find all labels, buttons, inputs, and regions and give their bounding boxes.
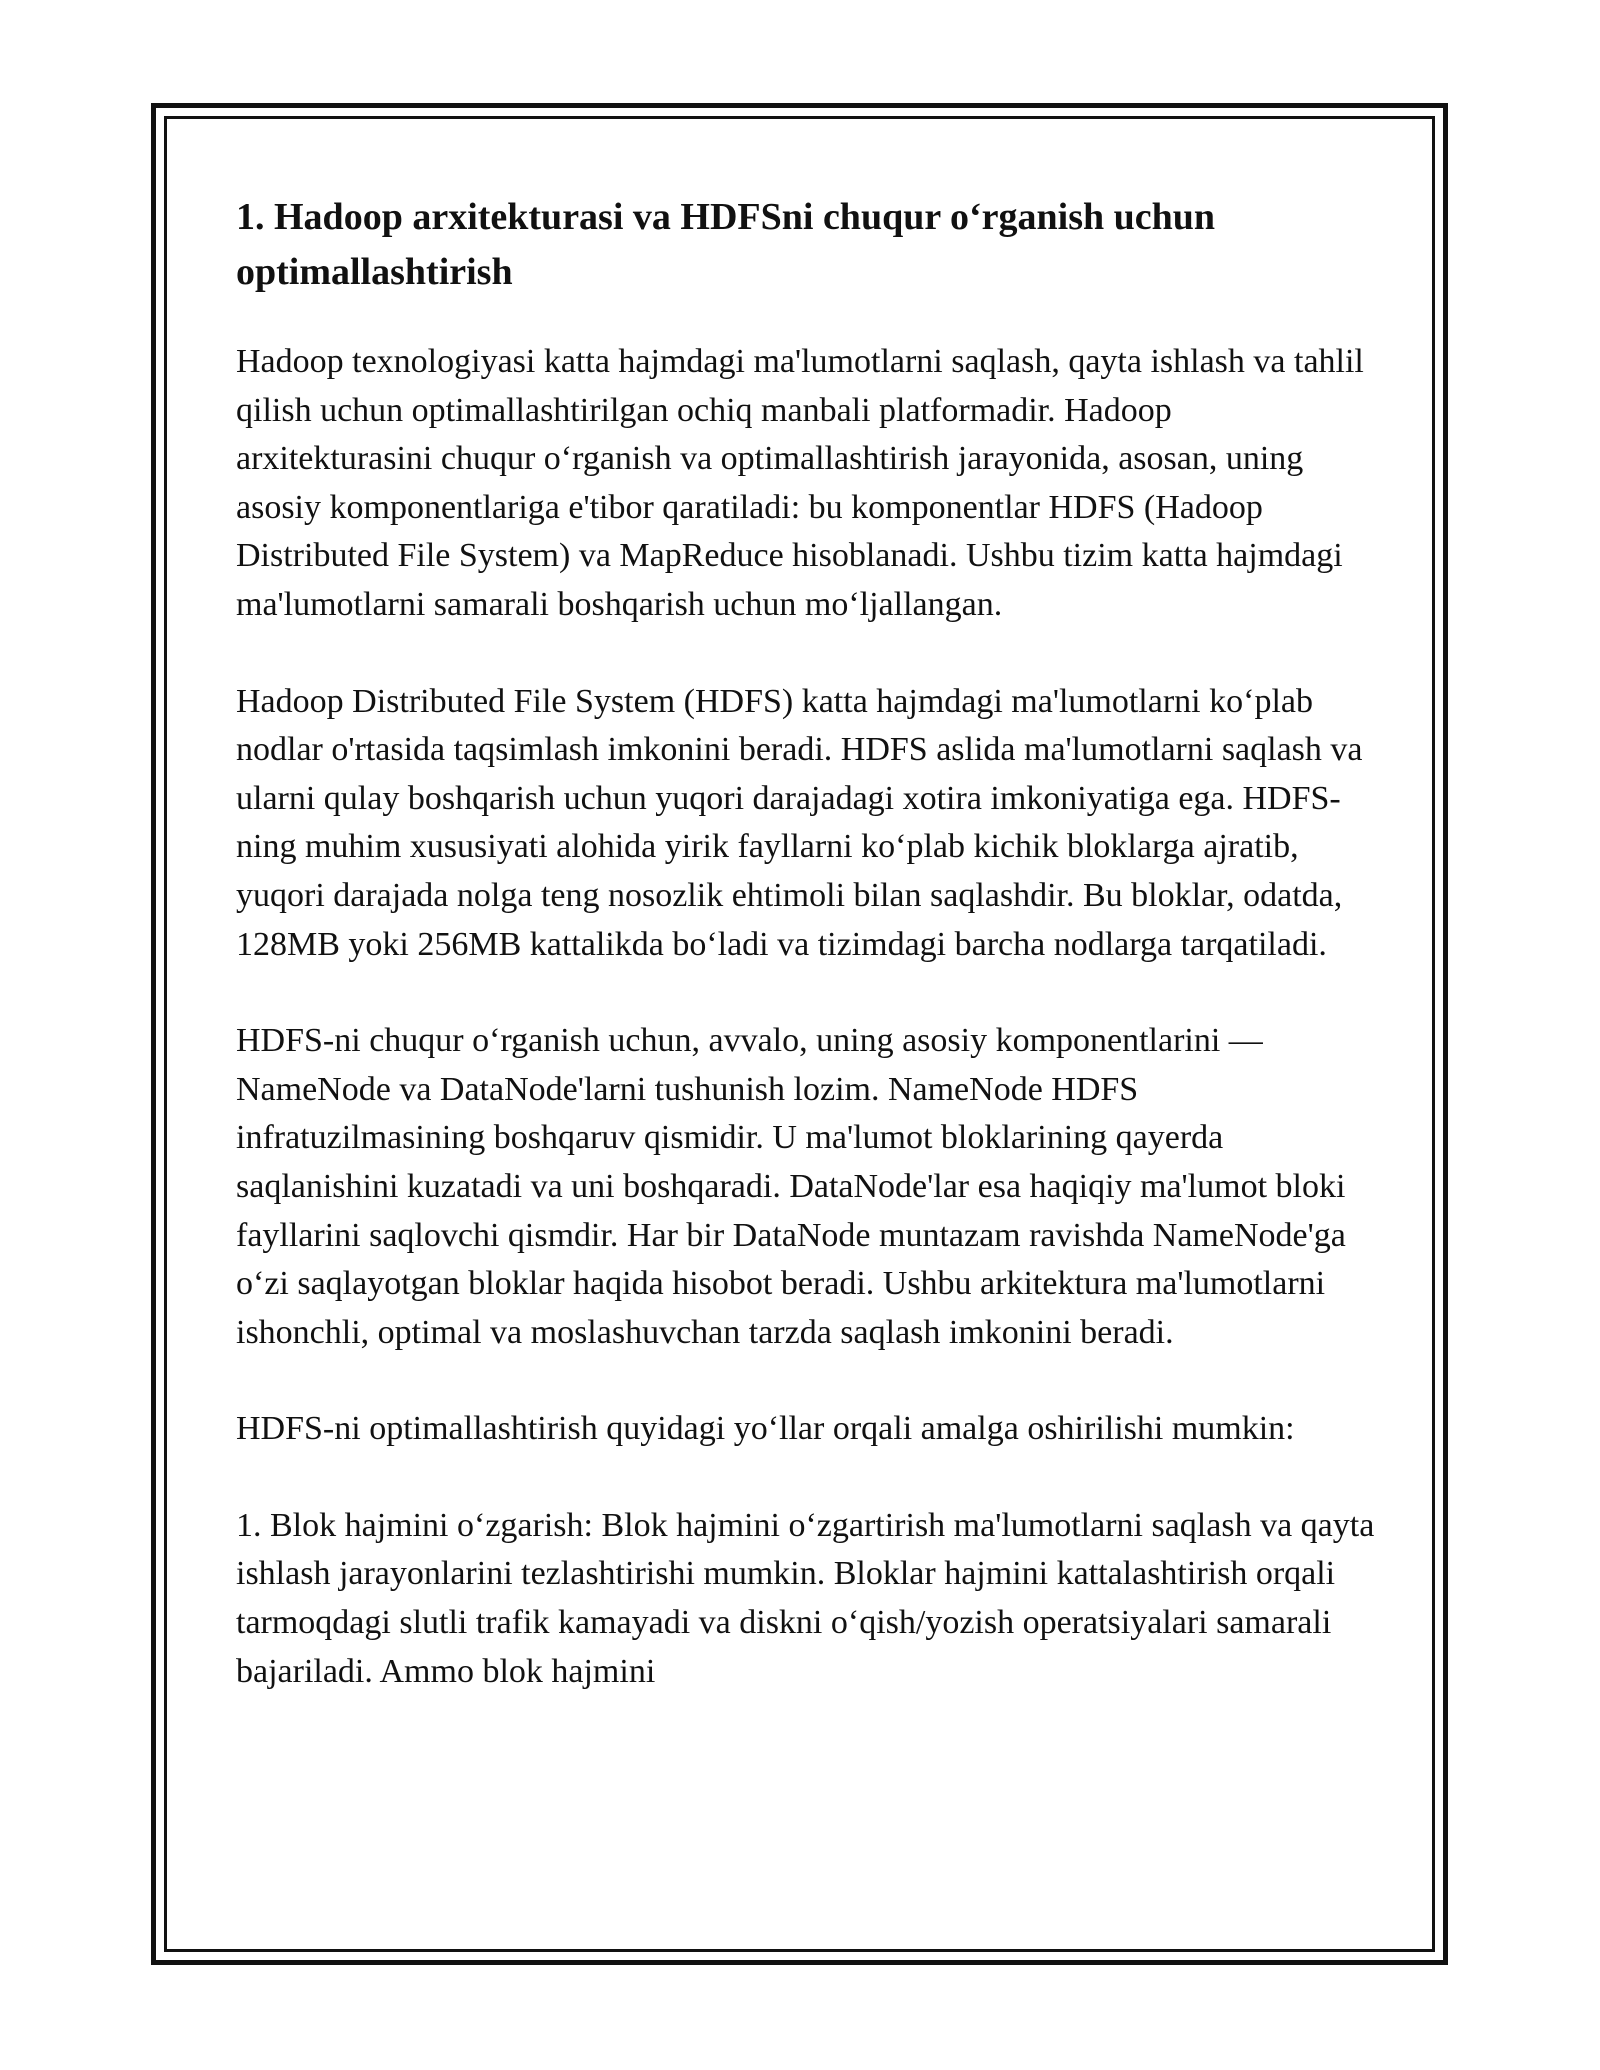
paragraph-namenode-datanode: HDFS-ni chuqur o‘rganish uchun, avvalo, uning asosiy komponentlarini — NameNode va DataNode'larni tushunish lozim. NameNode HDFS infratuzilmasining boshqaruv qismidir. U ma'lumot bloklarining qayerda saqlanishini kuzatadi va uni boshqaradi. DataNode'lar esa haqiqiy ma'lumot bloki fayllarini saqlovchi qismdir. Har bir DataNode muntazam ravishda NameNode'ga o‘zi saqlayotgan bloklar haqida hisobot beradi. Ushbu arkitektura ma'lumotlarni ishonchli, optimal va moslashuvchan tarzda saqlash imkonini beradi. (236, 1022, 1346, 1351)
paragraph-hadoop-intro: Hadoop texnologiyasi katta hajmdagi ma'lumotlarni saqlash, qayta ishlash va tahlil qilish uchun optimallashtirilgan ochiq manbali platformadir. Hadoop arxitekturasini chuqur o‘rganish va optimallashtirish jarayonida, asosan, uning asosiy komponentlariga e'tibor qaratiladi: bu komponentlar HDFS (Hadoop Distributed File System) va MapReduce hisoblanadi. Ushbu tizim katta hajmdagi ma'lumotlarni samarali boshqarish uchun mo‘ljallangan. (236, 343, 1364, 623)
section-heading: 1. Hadoop arxitekturasi va HDFSni chuqur o‘rganish uchun optimallashtirish (236, 196, 1216, 293)
paragraph-hdfs-overview: Hadoop Distributed File System (HDFS) katta hajmdagi ma'lumotlarni ko‘plab nodlar o'rtasida taqsimlash imkonini beradi. HDFS aslida ma'lumotlarni saqlash va ularni qulay boshqarish uchun yuqori darajadagi xotira imkoniyatiga ega. HDFS-ning muhim xususiyati alohida yirik fayllarni ko‘plab kichik bloklarga ajratib, yuqori darajada nolga teng nosozlik ehtimoli bilan saqlashdir. Bu bloklar, odatda, 128MB yoki 256MB kattalikda bo‘ladi va tizimdagi barcha nodlarga tarqatiladi. (236, 682, 1363, 963)
document-body (236, 190, 1376, 1744)
paragraph-block-size: 1. Blok hajmini o‘zgarish: Blok hajmini o‘zgartirish ma'lumotlarni saqlash va qayta ishlash jarayonlarini tezlashtirishi mumkin. Bloklar hajmini kattalashtirish orqali tarmoqdagi slutli trafik kamayadi va diskni o‘qish/yozish operatsiyalari samarali bajariladi. Ammo blok hajmini (236, 1506, 1375, 1690)
paragraph-optimization-intro: HDFS-ni optimallashtirish quyidagi yo‘llar orqali amalga oshirilishi mumkin: (236, 1410, 1295, 1448)
